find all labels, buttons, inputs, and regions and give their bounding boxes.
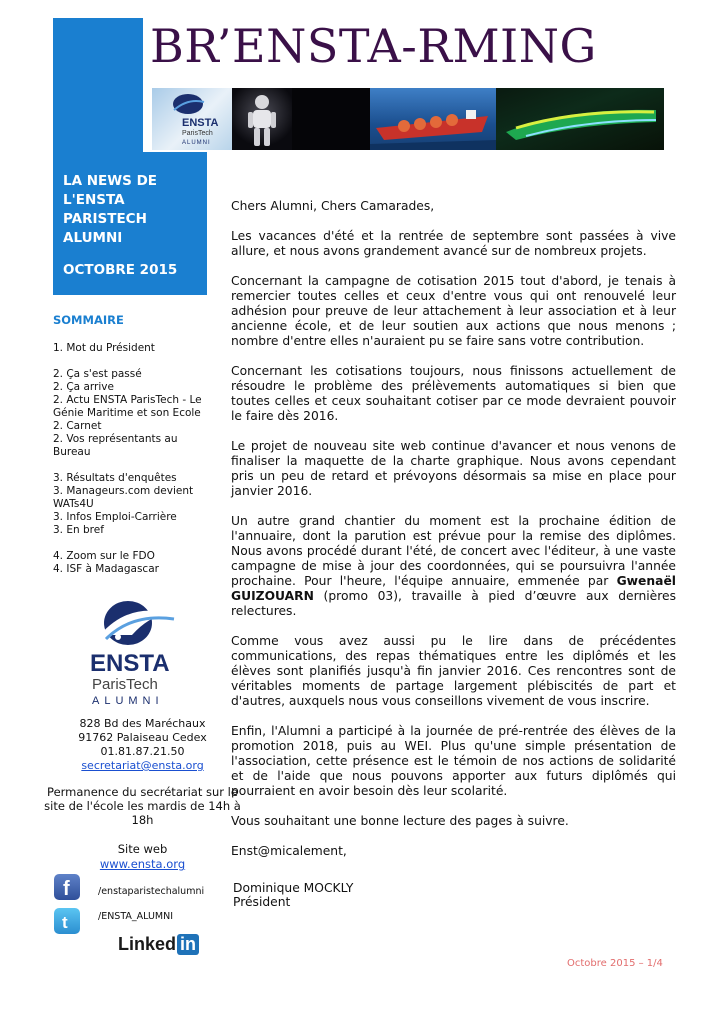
linkedin-logo[interactable] <box>118 934 199 955</box>
logo-line1: ENSTA <box>90 650 170 677</box>
sommaire-heading: SOMMAIRE <box>53 313 124 327</box>
site-link[interactable]: www.ensta.org <box>99 857 186 871</box>
toc-item[interactable]: 2. Carnet <box>53 420 102 432</box>
letter-paragraph-3: Concernant les cotisations toujours, nous finissons actuellement de résoudre le problème des prélèvements automatiques si bien que toutes celles et ceux souhaitant cotiser par ce mode devraient pouvoir le faire dès 2016. <box>231 364 676 423</box>
header-banner <box>152 88 664 150</box>
site-web-block <box>40 842 245 872</box>
twitter-icon[interactable] <box>54 908 80 934</box>
address-phone: 01.81.87.21.50 <box>100 745 185 758</box>
signer-title: Président <box>233 895 291 909</box>
toc-item[interactable]: 2. Actu ENSTA ParisTech - Le Génie Maritime et son Ecole <box>53 394 202 419</box>
facebook-icon[interactable] <box>54 874 80 900</box>
toc-item[interactable]: 2. Vos représentants au Bureau <box>53 433 178 458</box>
letter-closing: Enst@micalement, <box>231 844 347 858</box>
letter-paragraph-4: Le projet de nouveau site web continue d'avancer et nous venons de finaliser la maquette de la charte graphique. Nous avons cependant pris un peu de retard et prévoyons désormais sa mise en place pour janvier 2016. <box>231 439 676 498</box>
banner-ensta-logo <box>152 88 232 150</box>
toc-gap <box>53 537 218 550</box>
linkedin-in-icon: in <box>177 934 199 955</box>
letter-paragraph-6: Comme vous avez aussi pu le lire dans de précédentes communications, des repas thématiques entre les diplômés et les élèves sont planifiés jusqu'à fin janvier 2016. Ces rencontres sont de véritables moments de partage largement plébiscités de part et d'autres, auxquels nous vous conseillons vivement de vous inscrire. <box>231 634 676 708</box>
toc-item[interactable]: 4. Zoom sur le FDO <box>53 550 155 562</box>
facebook-handle[interactable]: /enstaparistechalumni <box>98 886 205 897</box>
page-footer: Octobre 2015 – 1/4 <box>567 958 663 969</box>
letter-paragraph-5-part-1: Un autre grand chantier du moment est la prochaine édition de l'annuaire, dont la parution est prévue pour la remise des diplômes. Nous avons procédé durant l'été, de concert avec l'éditeur, à une vaste campagne de mise à jour des coordonnées, qui se poursuivra l'année prochaine. Pour l'heure, l'équipe annuaire, emmenée par <box>231 514 676 588</box>
president-letter <box>231 199 676 874</box>
logo-line3: ALUMNI <box>92 695 164 707</box>
logo-line2: ParisTech <box>92 676 158 693</box>
letter-paragraph-2: Concernant la campagne de cotisation 2015 tout d'abord, je tenais à remercier toutes celles et ceux d'entre vous qui ont renouvelé leur adhésion pour preuve de leur attachement à leur association et à leur ancienne école, et de leur soutien aux actions que nous menons ; nombre d'entre elles n'auraient pu se faire sans votre contribution. <box>231 274 676 348</box>
banner-logo-line3: ALUMNI <box>182 140 211 146</box>
news-title: LA NEWS DE L'ENSTA PARISTECH ALUMNI <box>63 173 158 246</box>
letter-paragraph-5-part-2: (promo 03), travaille à pied d’œuvre aux dernières relectures. <box>231 589 676 618</box>
svg-text:t: t <box>62 913 68 932</box>
letter-paragraph-5 <box>231 514 676 619</box>
address-street: 828 Bd des Maréchaux <box>79 717 206 730</box>
news-date: OCTOBRE 2015 <box>63 262 178 278</box>
ensta-alumni-logo <box>88 595 198 707</box>
address-block <box>40 717 245 773</box>
permanence-text: Permanence du secrétariat sur le site de l'école les mardis de 14h à 18h <box>44 785 241 827</box>
email-link[interactable]: secretariat@ensta.org <box>81 759 204 772</box>
banner-ship-image <box>370 88 496 150</box>
toc-item[interactable]: 3. En bref <box>53 524 104 536</box>
address-city: 91762 Palaiseau Cedex <box>78 731 207 744</box>
banner-robot-image <box>232 88 292 150</box>
toc-gap <box>53 355 218 368</box>
banner-logo-line2: ParisTech <box>182 130 213 137</box>
toc-item[interactable]: 4. ISF à Madagascar <box>53 563 159 575</box>
toc-item[interactable]: 2. Ça s'est passé <box>53 368 142 380</box>
signer-name: Dominique MOCKLY <box>233 881 354 895</box>
signature-block <box>233 881 353 909</box>
svg-text:f: f <box>63 878 70 900</box>
toc-item[interactable]: 3. Manageurs.com devient WATs4U <box>53 485 194 510</box>
header-blue-block <box>53 18 143 152</box>
letter-person-name: Gwenaël GUIZOUARN <box>231 574 676 603</box>
table-of-contents <box>53 342 218 576</box>
banner-train-image <box>496 88 664 150</box>
letter-greeting: Chers Alumni, Chers Camarades, <box>231 199 435 213</box>
banner-logo-line1: ENSTA <box>182 117 219 129</box>
toc-item[interactable]: 3. Résultats d'enquêtes <box>53 472 177 484</box>
toc-item[interactable]: 3. Infos Emploi-Carrière <box>53 511 177 523</box>
toc-gap <box>53 459 218 472</box>
linkedin-text: Linked <box>118 934 177 954</box>
letter-paragraph-8: Vous souhaitant une bonne lecture des pages à suivre. <box>231 814 569 828</box>
twitter-handle[interactable]: /ENSTA_ALUMNI <box>98 911 174 922</box>
newsletter-title: BR’ENSTA-RMING <box>150 19 597 73</box>
toc-item[interactable]: 1. Mot du Président <box>53 342 155 354</box>
banner-dark-panel <box>292 88 370 150</box>
letter-paragraph-1: Les vacances d'été et la rentrée de septembre sont passées à vive allure, et nous avons grandement avancé sur de nombreux projets. <box>231 229 676 258</box>
letter-paragraph-7: Enfin, l'Alumni a participé à la journée de pré-rentrée des élèves de la promotion 2018, puis au WEI. Plus qu'une simple présentation de l'association, cette présence est le témoin de nos actions de solidarité et de l'aide que nous pouvons apporter aux futurs diplômés qui pourraient en avoir besoin dès leur scolarité. <box>231 724 676 798</box>
site-label: Site web <box>117 842 168 856</box>
toc-item[interactable]: 2. Ça arrive <box>53 381 114 393</box>
